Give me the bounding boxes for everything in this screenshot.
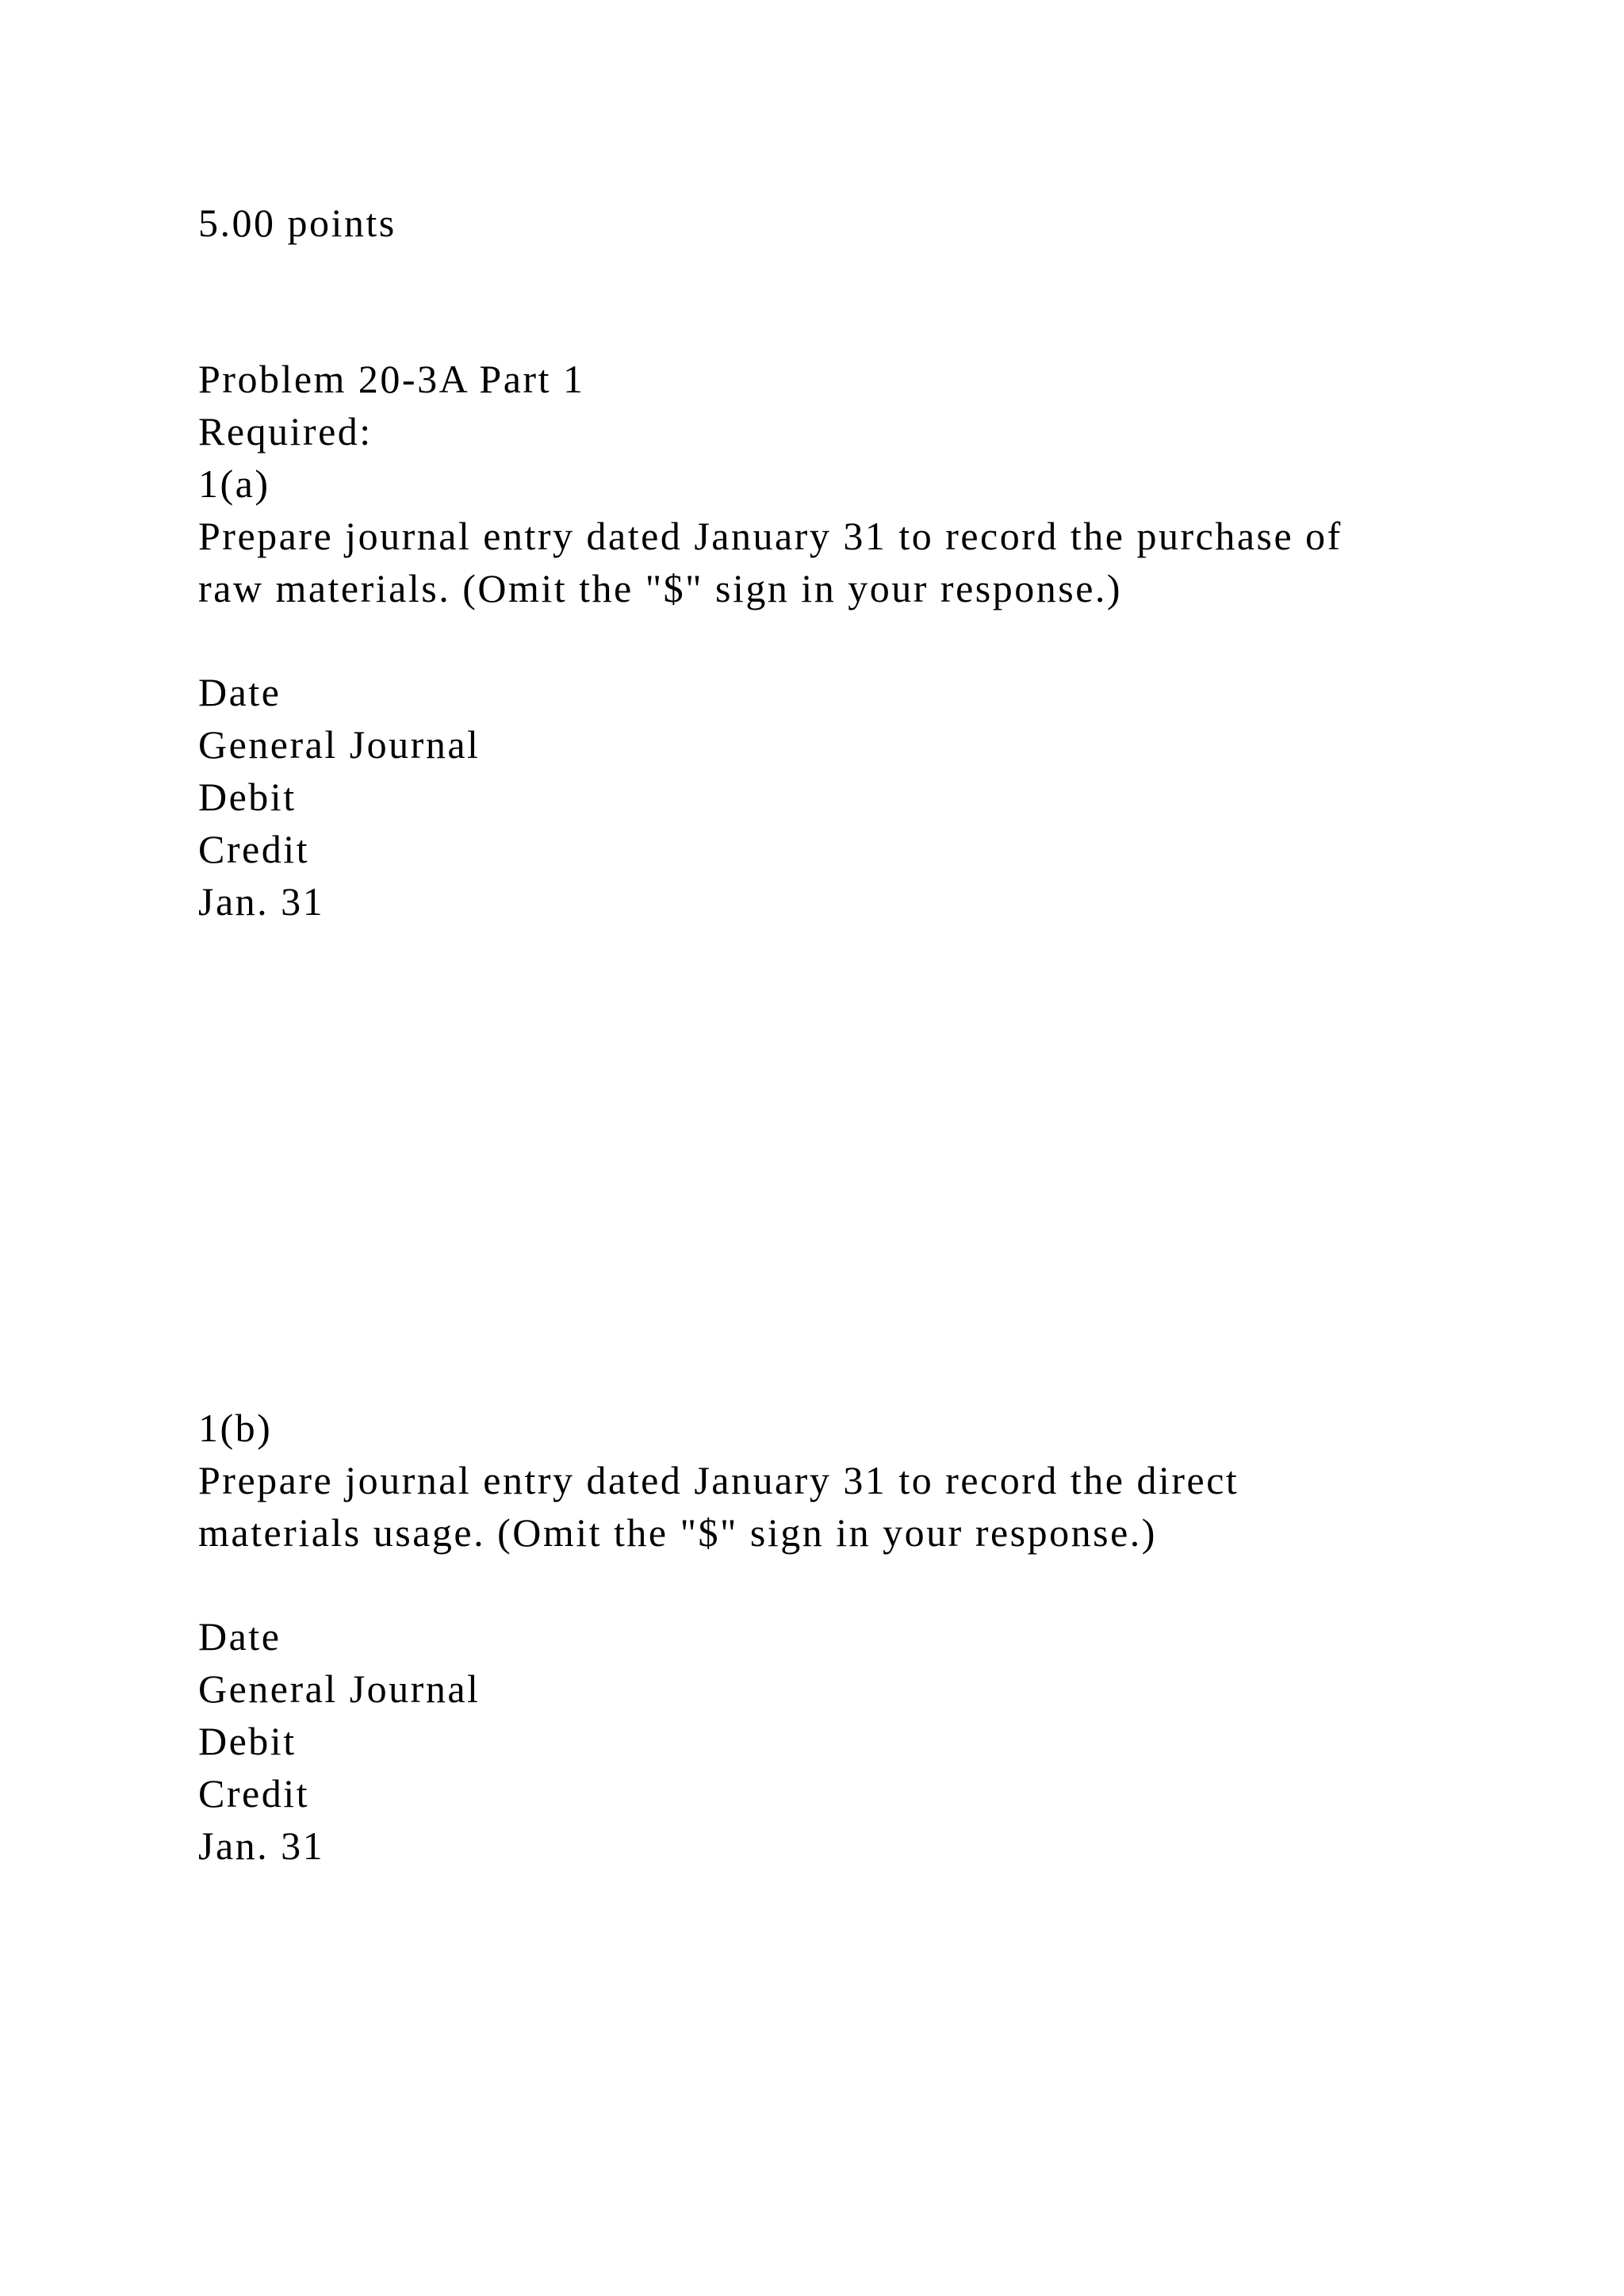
- points-label: 5.00 points: [198, 201, 396, 245]
- part-a-label: 1(a): [198, 461, 270, 506]
- part-b-debit-header: Debit: [198, 1719, 297, 1763]
- part-a-credit-header: Credit: [198, 827, 309, 871]
- part-b-journal-header: General Journal: [198, 1667, 481, 1711]
- part-b-instruction-line1: Prepare journal entry dated January 31 to record the direct: [198, 1458, 1239, 1502]
- part-b-instruction-line2: materials usage. (Omit the "$" sign in your response.): [198, 1510, 1157, 1555]
- part-a-debit-header: Debit: [198, 775, 297, 819]
- part-b-credit-header: Credit: [198, 1771, 309, 1816]
- part-a-instruction-line1: Prepare journal entry dated January 31 to record the purchase of: [198, 514, 1342, 558]
- part-a-journal-header: General Journal: [198, 722, 481, 767]
- part-a-row-date: Jan. 31: [198, 879, 325, 924]
- part-a-instruction-line2: raw materials. (Omit the "$" sign in your response.): [198, 566, 1123, 610]
- required-label: Required:: [198, 409, 373, 453]
- part-b-date-header: Date: [198, 1614, 282, 1659]
- problem-title: Problem 20-3A Part 1: [198, 357, 585, 401]
- part-b-label: 1(b): [198, 1406, 273, 1450]
- part-b-row-date: Jan. 31: [198, 1823, 325, 1868]
- part-a-date-header: Date: [198, 670, 282, 714]
